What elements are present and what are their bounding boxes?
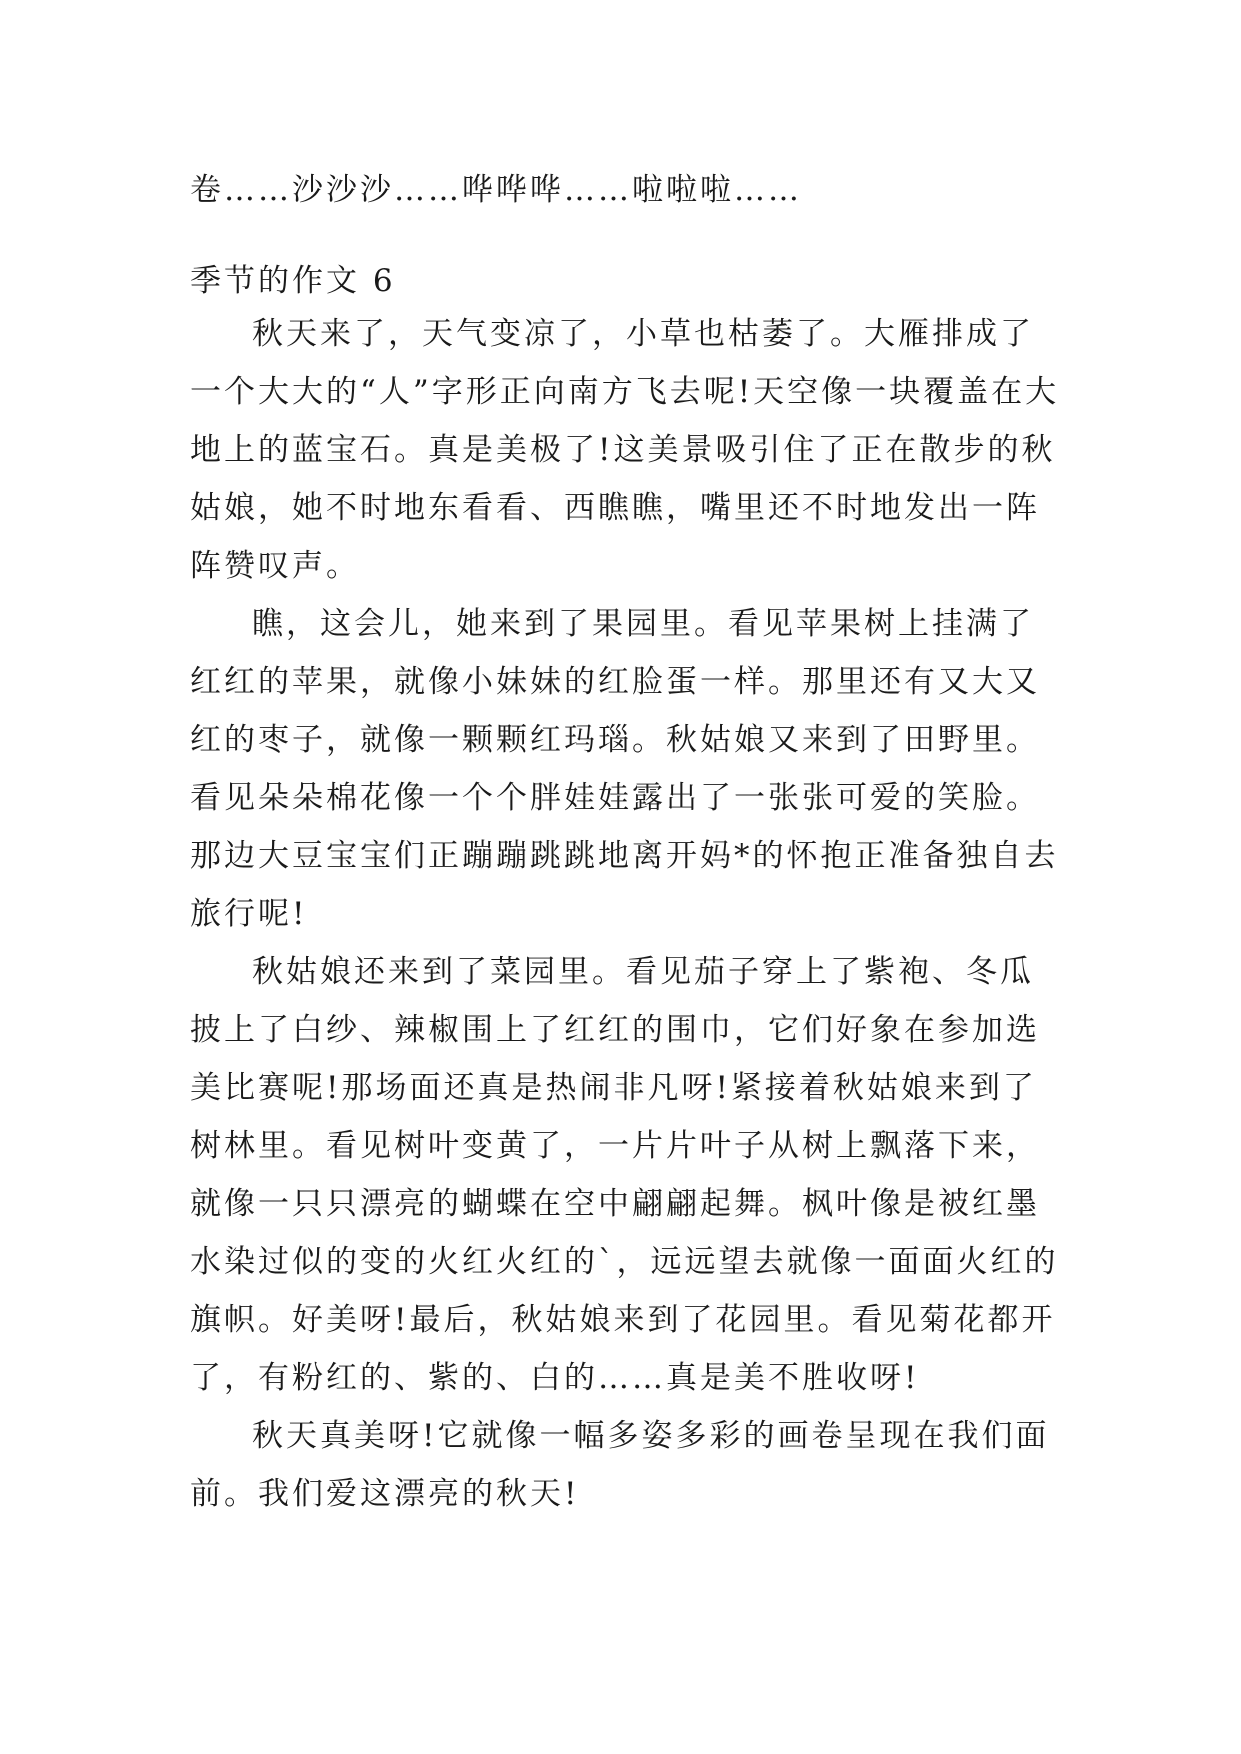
paragraph: 秋天来了，天气变凉了，小草也枯萎了。大雁排成了一个大大的“人”字形正向南方飞去呢!天空像一块覆盖在大地上的蓝宝石。真是美极了!这美景吸引住了正在散步的秋姑娘，她不时地东看看、西瞧瞧，嘴里还不时地发出一阵阵赞叹声。 [190,316,1060,584]
continuation-line: 卷……沙沙沙……哗哗哗……啦啦啦…… [190,172,802,208]
essay-heading: 季节的作文 6 [190,263,396,299]
paragraph: 秋天真美呀!它就像一幅多姿多彩的画卷呈现在我们面前。我们爱这漂亮的秋天! [190,1418,1050,1512]
paragraph: 秋姑娘还来到了菜园里。看见茄子穿上了紫袍、冬瓜披上了白纱、辣椒围上了红红的围巾，它们好象在参加选美比赛呢!那场面还真是热闹非凡呀!紧接着秋姑娘来到了树林里。看见树叶变黄了，一片片叶子从树上飘落下来，就像一只只漂亮的蝴蝶在空中翩翩起舞。枫叶像是被红墨水染过似的变的火红火红的`，远远望去就像一面面火红的旗帜。好美呀!最后，秋姑娘来到了花园里。看见菊花都开了，有粉红的、紫的、白的……真是美不胜收呀! [190,954,1059,1396]
paragraph: 瞧，这会儿，她来到了果园里。看见苹果树上挂满了红红的苹果，就像小妹妹的红脸蛋一样。那里还有又大又红的枣子，就像一颗颗红玛瑙。秋姑娘又来到了田野里。看见朵朵棉花像一个个胖娃娃露出了一张张可爱的笑脸。那边大豆宝宝们正蹦蹦跳跳地离开妈*的怀抱正准备独自去旅行呢! [190,606,1059,932]
essay-body [190,305,1060,1523]
